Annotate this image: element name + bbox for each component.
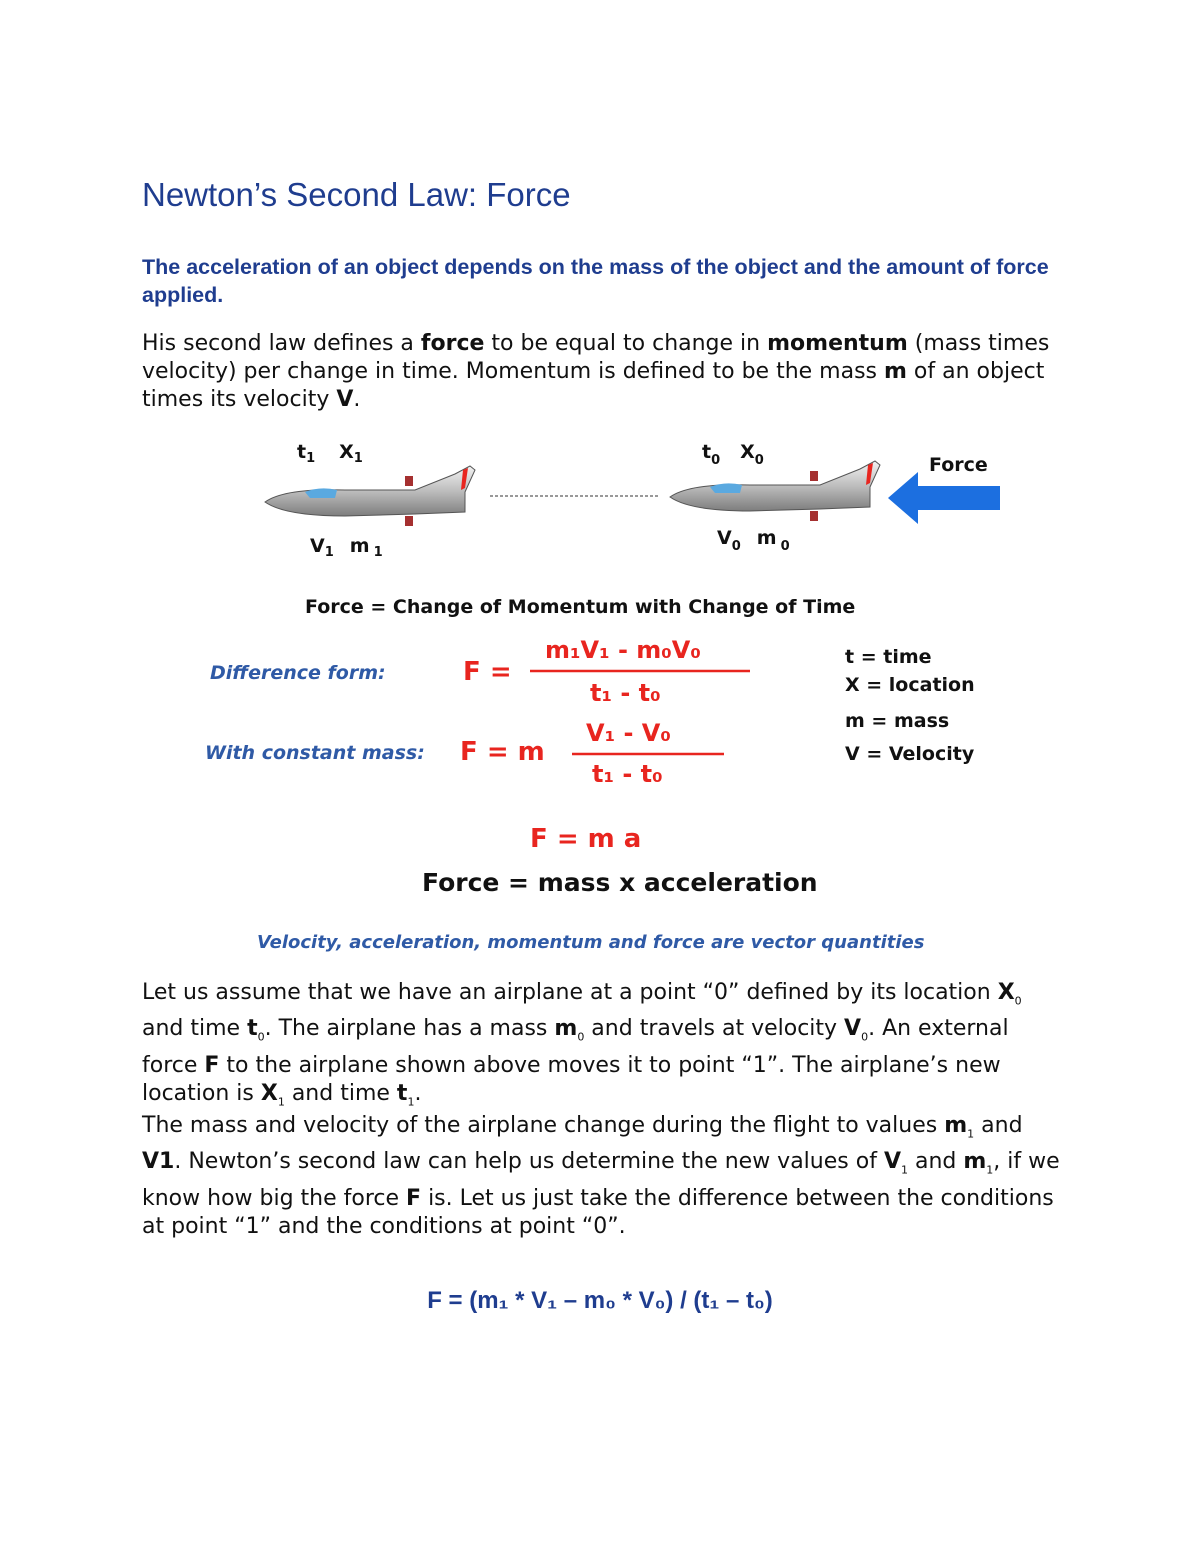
difference-form-label: Difference form: [210, 662, 386, 684]
bold-m: m [884, 359, 907, 384]
bold-f: F [204, 1052, 220, 1078]
bold-m: m [944, 1113, 968, 1138]
text: . The airplane has a mass [264, 1016, 555, 1042]
bold-x: X [997, 980, 1015, 1005]
text: and [907, 1149, 964, 1175]
fma-equation: F = m a [530, 824, 642, 854]
legend-location: X = location [845, 674, 975, 696]
legend-velocity: V = Velocity [845, 743, 975, 765]
subscript: 1 [967, 1127, 975, 1141]
subscript: 1 [900, 1163, 908, 1177]
plane0-velocity-mass-label: $V_0$ m $_0$ [717, 527, 790, 554]
subscript: 1 [277, 1095, 285, 1109]
text: (mass times velocity) per change in time. Momentum is defined to be the mass [142, 331, 1050, 384]
eq2-denominator: t₁ - t₀ [592, 760, 663, 788]
bold-m: m [963, 1149, 987, 1175]
figure-svg [200, 430, 1020, 960]
constant-mass-label: With constant mass: [205, 742, 425, 764]
plane1-velocity-mass-label: $V_1$ m $_1$ [310, 535, 383, 560]
force-formula: F = (m₁ * V₁ – m₀ * V₀) / (t₁ – t₀) [427, 1287, 773, 1314]
force-arrow-icon [888, 472, 1000, 524]
text: of an object times its velocity [142, 359, 1045, 412]
paragraph-point-one [142, 1112, 1062, 1241]
bold-x: X [260, 1080, 278, 1106]
text: . [353, 387, 361, 412]
eq2-numerator: V₁ - V₀ [586, 719, 671, 747]
text: and [974, 1113, 1023, 1138]
airplane-1-icon [265, 466, 475, 526]
bold-v: V [844, 1016, 862, 1042]
text: . An external force [142, 1016, 1009, 1078]
text: and time [284, 1080, 397, 1106]
bold-m: m [554, 1016, 578, 1042]
text: . [414, 1080, 422, 1106]
subscript: 1 [986, 1163, 994, 1177]
legend-mass: m = mass [845, 710, 950, 732]
airplane-0-icon [670, 461, 880, 521]
newton-second-law-figure [200, 430, 1020, 960]
text: The mass and velocity of the airplane change during the flight to values [142, 1113, 945, 1138]
eq1-denominator: t₁ - t₀ [590, 679, 661, 707]
text: is. Let us just take the difference between the conditions at point “1” and the conditions at point “0”. [142, 1185, 1054, 1239]
vector-note: Velocity, acceleration, momentum and force are vector quantities [257, 932, 925, 953]
bold-t: t [396, 1080, 408, 1106]
eq1-lhs: F = [463, 657, 512, 687]
eq1-numerator: m₁V₁ - m₀V₀ [545, 636, 701, 664]
subscript: 0 [1014, 994, 1022, 1008]
plane0-time-label: $t_0$ $X_0$ [702, 441, 764, 468]
text: . Newton’s second law can help us determine the new values of [174, 1149, 884, 1175]
bold-v1: V1 [142, 1149, 175, 1175]
subscript: 0 [577, 1030, 585, 1044]
plane1-time-label: $t_1$ $X_1$ [297, 441, 363, 466]
bold-f: F [406, 1185, 422, 1211]
force-label: Force [929, 454, 988, 476]
text: to be equal to change in [484, 331, 768, 356]
text: and travels at velocity [584, 1016, 845, 1042]
subtitle: The acceleration of an object depends on the mass of the object and the amount of force applied. [142, 255, 1049, 307]
subscript: 1 [407, 1095, 415, 1109]
text: and time [142, 1016, 248, 1042]
eq2-lhs: F = m [460, 737, 545, 767]
subscript: 0 [861, 1030, 869, 1044]
bold-force: force [420, 331, 485, 356]
bold-v: V [883, 1149, 901, 1175]
subscript: 0 [257, 1030, 265, 1044]
text: His second law defines a [142, 331, 421, 356]
page-title: Newton’s Second Law: Force [142, 176, 571, 213]
legend-time: t = time [845, 646, 932, 668]
fma-words: Force = mass x acceleration [422, 868, 818, 897]
text: , if we know how big the force [142, 1149, 1060, 1211]
bold-v: V [336, 387, 354, 412]
figure-heading: Force = Change of Momentum with Change of Time [305, 596, 856, 618]
bold-t: t [247, 1016, 258, 1042]
paragraph-point-zero [142, 979, 1062, 1116]
text: to the airplane shown above moves it to point “1”. The airplane’s new location is [142, 1052, 1001, 1106]
paragraph-momentum-definition [142, 330, 1062, 414]
text: Let us assume that we have an airplane at a point “0” defined by its location [142, 980, 998, 1005]
bold-momentum: momentum [767, 331, 908, 356]
